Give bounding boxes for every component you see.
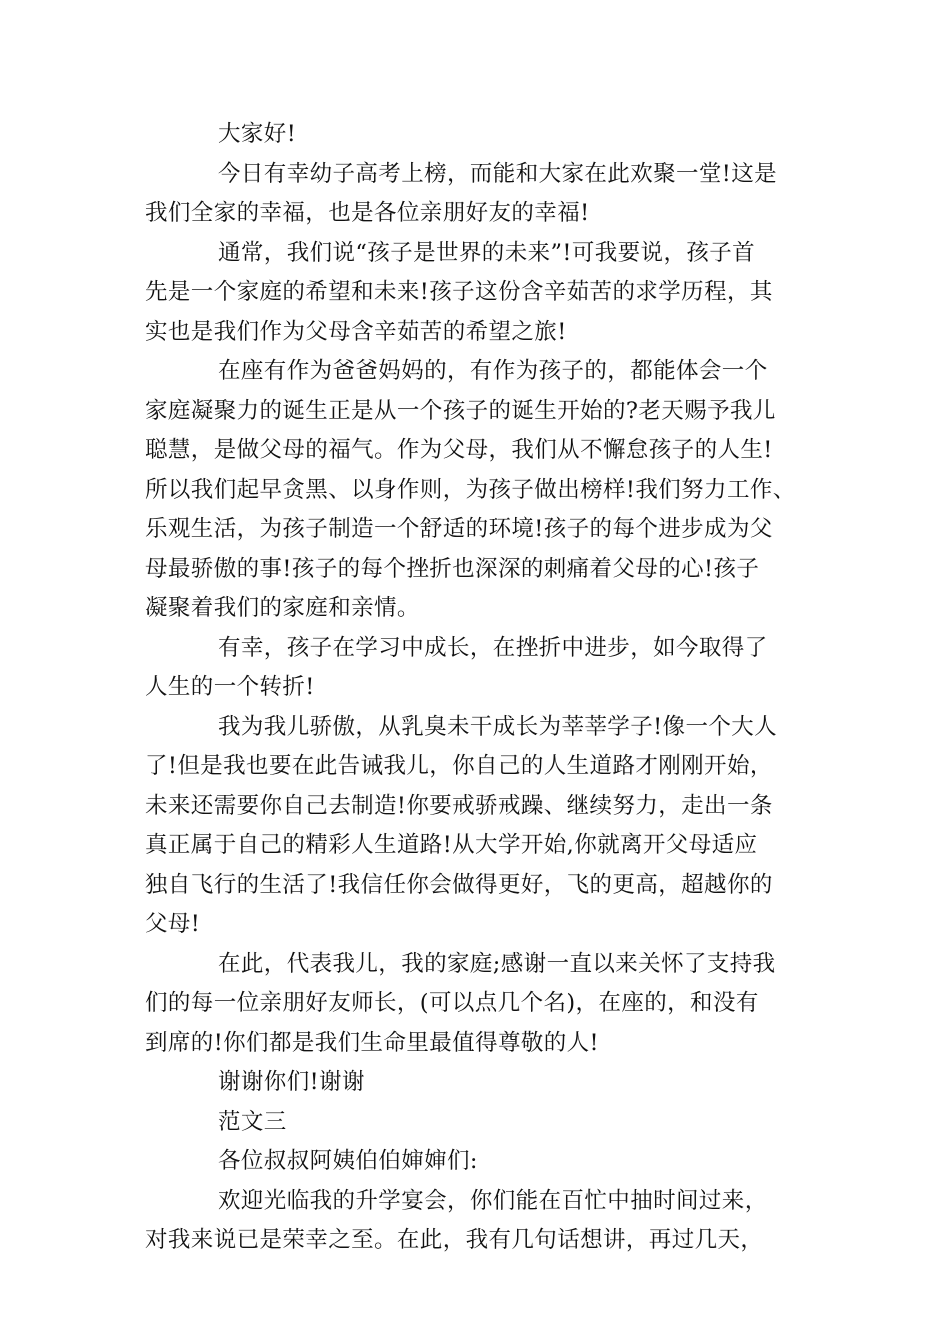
text-line: 谢谢你们!谢谢	[218, 1069, 365, 1095]
text-line: 欢迎光临我的升学宴会，你们能在百忙中抽时间过来，	[218, 1187, 768, 1214]
text-line: 先是一个家庭的希望和未来!孩子这份含辛茹苦的求学历程，其	[145, 279, 773, 305]
section-heading	[145, 1103, 815, 1143]
text-line: 范文三	[218, 1108, 287, 1135]
paragraph-salutation	[145, 1142, 815, 1182]
document-body	[145, 115, 815, 1261]
text-line: 父母!	[145, 911, 201, 937]
paragraph-greeting	[145, 115, 815, 155]
text-line: 实也是我们作为父母含辛茹苦的希望之旅!	[145, 318, 567, 345]
text-line: 真正属于自己的精彩人生道路!从大学开始,你就离开父母适应	[145, 832, 758, 858]
paragraph-welcome	[145, 1182, 815, 1261]
text-line: 大家好!	[218, 121, 297, 147]
text-line: 凝聚着我们的家庭和亲情。	[145, 595, 420, 621]
text-line: 母最骄傲的事!孩子的每个挫折也深深的刺痛着父母的心!孩子	[145, 555, 760, 582]
text-line: 到席的!你们都是我们生命里最值得尊敬的人!	[145, 1029, 599, 1056]
text-line: 我为我儿骄傲，从乳臭未干成长为莘莘学子!像一个大人	[218, 713, 778, 740]
text-line: 各位叔叔阿姨伯伯婶婶们:	[218, 1148, 478, 1174]
paragraph-turning-point	[145, 629, 815, 708]
paragraph-opening	[145, 155, 815, 234]
text-line: 对我来说已是荣幸之至。在此，我有几句话想讲，再过几天，	[145, 1227, 764, 1253]
text-line: 们的每一位亲朋好友师长，(可以点几个名)，在座的，和没有	[145, 990, 759, 1016]
text-line: 在座有作为爸爸妈妈的，有作为孩子的，都能体会一个	[218, 358, 768, 384]
paragraph-proud	[145, 708, 815, 945]
text-line: 在此，代表我儿，我的家庭;感谢一直以来关怀了支持我	[218, 950, 776, 977]
text-line: 通常，我们说“孩子是世界的未来”!可我要说，孩子首	[218, 239, 756, 266]
text-line: 人生的一个转折!	[145, 674, 315, 700]
paragraph-thanks	[145, 945, 815, 1064]
text-line: 聪慧，是做父母的福气。作为父母，我们从不懈怠孩子的人生!	[145, 437, 773, 463]
text-line: 乐观生活，为孩子制造一个舒适的环境!孩子的每个进步成为父	[145, 516, 773, 542]
paragraph-closing	[145, 1063, 815, 1103]
text-line: 了!但是我也要在此告诫我儿，你自己的人生道路才刚刚开始，	[145, 753, 773, 779]
text-line: 今日有幸幼子高考上榜，而能和大家在此欢聚一堂!这是	[218, 160, 778, 187]
text-line: 家庭凝聚力的诞生正是从一个孩子的诞生开始的?老天赐予我儿	[145, 397, 776, 424]
text-line: 我们全家的幸福，也是各位亲朋好友的幸福!	[145, 200, 590, 226]
text-line: 有幸，孩子在学习中成长，在挫折中进步，如今取得了	[218, 634, 768, 661]
paragraph-family	[145, 352, 815, 629]
text-line: 所以我们起早贪黑、以身作则，为孩子做出榜样!我们努力工作、	[145, 476, 796, 503]
text-line: 独自飞行的生活了!我信任你会做得更好，飞的更高，超越你的	[145, 871, 773, 898]
paragraph-hope	[145, 234, 815, 353]
text-line: 未来还需要你自己去制造!你要戒骄戒躁、继续努力，走出一条	[145, 792, 773, 819]
